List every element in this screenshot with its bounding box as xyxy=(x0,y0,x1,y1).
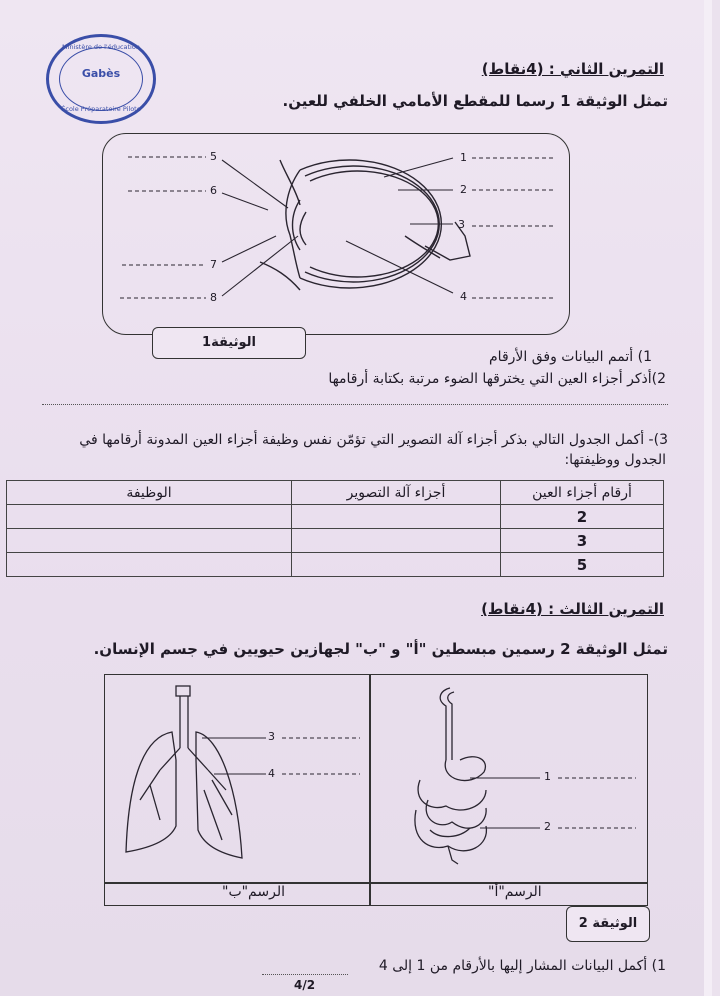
question-2-1: 1) أتمم البيانات وفق الأرقام xyxy=(489,349,652,365)
lungs-label-3: 3 xyxy=(268,730,275,743)
exercise-2-intro: تمثل الوثيقة 1 رسما للمقطع الأمامي الخلفي للعين. xyxy=(282,92,668,110)
lungs-label-4: 4 xyxy=(268,767,275,780)
eye-label-2: 2 xyxy=(460,183,467,196)
exercise-3-title: التمرين الثالث : (4نقاط) xyxy=(481,600,664,618)
document-2-caption: الوثيقة 2 xyxy=(566,906,650,942)
table-row: 2 xyxy=(7,505,664,529)
drawing-b-caption: الرسم"ب" xyxy=(222,884,285,900)
question-2-2: 2)أذكر أجزاء العين التي يخترقها الضوء مرتبة بكتابة أرقامها xyxy=(328,371,666,387)
eye-label-7: 7 xyxy=(210,258,217,271)
table-row: 5 xyxy=(7,553,664,577)
eye-label-8: 8 xyxy=(210,291,217,304)
col-eye-part-numbers: أرقام أجزاء العين xyxy=(501,481,664,505)
eye-label-5: 5 xyxy=(210,150,217,163)
document-1-caption: الوثيقة1 xyxy=(152,327,306,359)
answer-line xyxy=(262,974,348,975)
page-number: 4/2 xyxy=(294,978,316,992)
eye-label-6: 6 xyxy=(210,184,217,197)
eye-label-1: 1 xyxy=(460,151,467,164)
question-2-3-cont: الجدول ووظيفتها: xyxy=(564,452,666,468)
digestive-label-2: 2 xyxy=(544,820,551,833)
question-2-3: 3)- أكمل الجدول التالي بذكر أجزاء آلة التصوير التي تؤمّن نفس وظيفة أجزاء العين المدونة أرقامها في xyxy=(79,432,668,448)
exercise-2-title: التمرين الثاني : (4نقاط) xyxy=(481,60,664,78)
question-3-1: 1) أكمل البيانات المشار إليها بالأرقام من 1 إلى 4 xyxy=(378,958,666,974)
digestive-label-1: 1 xyxy=(544,770,551,783)
exercise-3-intro: تمثل الوثيقة 2 رسمين مبسطين "أ" و "ب" لجهازين حيويين في جسم الإنسان. xyxy=(93,640,668,658)
eye-label-3: 3 xyxy=(458,218,465,231)
col-function: الوظيفة xyxy=(7,481,292,505)
table-row: 3 xyxy=(7,529,664,553)
col-camera-parts: أجزاء آلة التصوير xyxy=(292,481,501,505)
school-stamp: Ministère de l'éducation Gabès École Préparatoire Pilote xyxy=(46,34,156,124)
eye-label-4: 4 xyxy=(460,290,467,303)
drawing-a-caption: الرسم"أ" xyxy=(488,884,542,900)
